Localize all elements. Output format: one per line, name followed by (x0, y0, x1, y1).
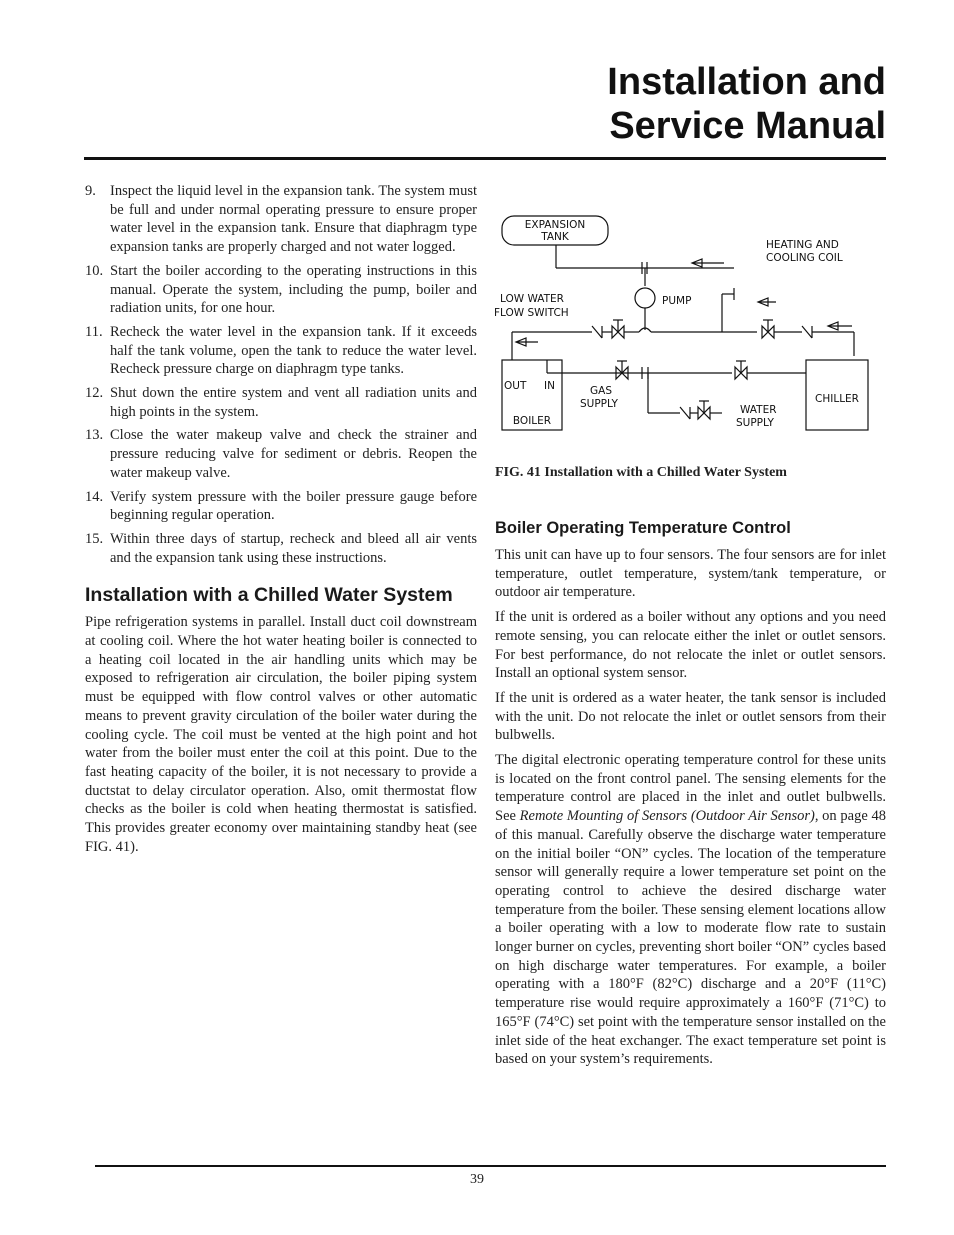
label-in: IN (544, 380, 555, 392)
label-boiler: BOILER (512, 415, 552, 427)
temp-paragraph-2: If the unit is ordered as a boiler without any options and you need remote sensing, you can relocate either the inlet or outlet sensors. For best performance, do not relocate the inlet or outlet sensors. Install an optional system sensor. (495, 609, 886, 682)
chilled-water-diagram (492, 208, 876, 436)
list-item: 11. Recheck the water level in the expansion tank. If it exceeds half the tank volume, open the tank to reduce the water level. Recheck pressure charge on diaphragm type tanks. (85, 323, 477, 378)
label-out: OUT (504, 380, 527, 392)
left-column (85, 182, 477, 863)
temp-paragraph-1: This unit can have up to four sensors. The four sensors are for inlet temperature, outlet temperature, system/tank temperature, or outdoor air temperature. (495, 547, 886, 601)
page-title (607, 60, 886, 148)
label-pump: PUMP (662, 295, 692, 307)
header-divider (84, 157, 886, 160)
page-number: 39 (470, 1172, 484, 1187)
label-tank: TANK (541, 231, 569, 243)
label-coil-2: COOLING COIL (766, 252, 843, 264)
list-item: 15. Within three days of startup, recheck and bleed all air vents and the expansion tank using these instructions. (85, 530, 477, 566)
flow-arrow (692, 259, 724, 267)
temp-paragraph-4: The digital electronic operating temperature control for these units is located on the front control panel. The sensing elements for the temperature control are placed in the inlet and outlet bulbwells. See Remote Mounting of Sensors (Outdoor Air Sensor), on page 48 of this manual. Carefully observe the discharge water temperature on the initial boiler “ON” cycles. The location of the temperature sensor will generally require a lower temperature set point on the operating control to achieve the desired discharge water temperature from the boiler. These sensing element locations allow a boiler operating with a low to moderate flow rate to sustain longer burner on cycles, preventing short boiler “ON” cycles based on high discharge water temperatures. For example, a boiler operating with a 180°F (82°C) discharge and a 20°F (11°C) temperature rise would require approximately a 160°F (71°C) to 165°F (74°C) set point with the temperature sensor installed on the inlet side of the heat exchanger. The exact temperature set point is based on your system’s requirements. (495, 752, 887, 1068)
right-column (495, 546, 886, 1075)
label-gas-1: GAS (590, 385, 612, 397)
title-line-2: Service Manual (609, 105, 886, 147)
label-expansion: EXPANSION (524, 219, 586, 231)
label-flow-1: LOW WATER (500, 293, 564, 305)
label-coil-1: HEATING AND (766, 239, 839, 251)
figure-caption: FIG. 41 Installation with a Chilled Water System (495, 465, 787, 480)
label-water-1: WATER (740, 404, 777, 416)
label-flow-2: FLOW SWITCH (494, 307, 569, 319)
cross-reference: Remote Mounting of Sensors (Outdoor Air Sensor) (519, 808, 815, 825)
temp-paragraph-3: If the unit is ordered as a water heater, the tank sensor is included with the unit. Do not relocate the inlet or outlet sensors from their bulbwells. (495, 689, 886, 744)
list-item: 10. Start the boiler according to the operating instructions in this manual. Operate the system, including the pump, boiler and radiation units, for one hour. (85, 262, 477, 317)
chilled-water-paragraph: Pipe refrigeration systems in parallel. Install duct coil downstream at cooling coil. Where the hot water heating boiler is connected to a heating coil located in the air handling units which may be exposed to refrigeration air circulation, the boiler piping system must be equipped with flow control valves or other automatic means to prevent gravity circulation of the boiler water during the cooling cycle. The coil must be vented at the high point and hot water from the boiler must enter the coil at this point. Due to the fast heating capacity of the boiler, it is not necessary to provide a ductstat to delay circulator operation. Also, omit thermostat flow checks as the boiler is cold when heating thermostat is satisfied. This provides greater economy over maintaining standby heat (see FIG. 41). (85, 614, 477, 855)
footer-divider (95, 1165, 886, 1167)
label-gas-2: SUPPLY (580, 398, 618, 410)
label-water-2: SUPPLY (736, 417, 774, 429)
list-item: 12. Shut down the entire system and vent all radiation units and high points in the system. (85, 385, 477, 420)
chilled-water-heading: Installation with a Chilled Water System (85, 584, 453, 607)
label-chiller: CHILLER (815, 393, 859, 405)
title-line-1: Installation and (607, 61, 886, 103)
list-item: 9. Inspect the liquid level in the expansion tank. The system must be full and under normal operating pressure to ensure proper water level in the expansion tank. Ensure that diaphragm type expansion tanks are properly charged and not water logged. (85, 183, 477, 256)
pump-icon (635, 288, 655, 308)
list-item: 14. Verify system pressure with the boiler pressure gauge before beginning regular operation. (85, 488, 477, 524)
startup-steps-list (85, 182, 477, 567)
list-item: 13. Close the water makeup valve and check the strainer and pressure reducing valve for sediment or debris. Reopen the water makeup valve. (85, 427, 477, 481)
temp-control-heading: Boiler Operating Temperature Control (495, 519, 791, 537)
